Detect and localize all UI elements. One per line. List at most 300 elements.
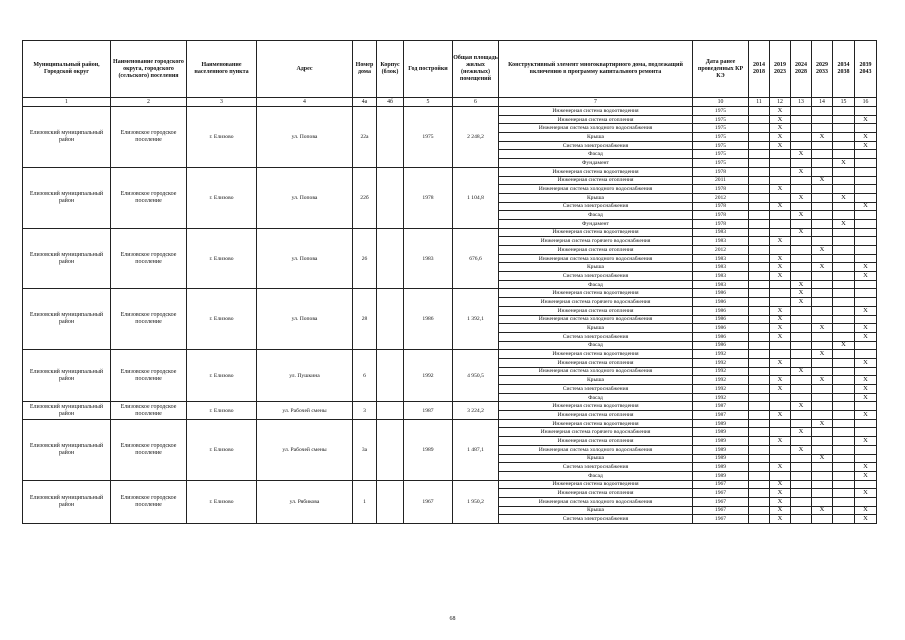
block-cell [377, 107, 404, 168]
settlement-cell: Елизовское городское поселение [111, 167, 187, 228]
period-2019-2023-cell [770, 402, 791, 411]
element-cell: Система электроснабжения [499, 515, 693, 524]
area-cell: 676,6 [453, 228, 499, 289]
period-2014-2018-cell [749, 437, 770, 446]
element-cell: Инженерная система горячего водоснабжения [499, 298, 693, 307]
period-2024-2028-cell [791, 497, 812, 506]
period-2024-2028-cell [791, 237, 812, 246]
period-2034-2038-cell: X [833, 219, 855, 228]
period-2029-2033-cell [812, 393, 833, 402]
house-number-cell: 22а [353, 107, 377, 168]
period-2039-2043-cell: X [855, 324, 877, 333]
period-2024-2028-cell [791, 115, 812, 124]
column-number: 16 [855, 98, 877, 107]
last-repair-date-cell: 1989 [693, 454, 749, 463]
period-2019-2023-cell [770, 159, 791, 168]
column-header: Год постройки [404, 41, 453, 98]
locality-cell: г. Елизово [187, 289, 257, 350]
period-2039-2043-cell: X [855, 385, 877, 394]
period-2019-2023-cell: X [770, 263, 791, 272]
district-cell: Елизовский муниципальный район [23, 228, 111, 289]
period-2014-2018-cell [749, 324, 770, 333]
period-2034-2038-cell [833, 107, 855, 116]
settlement-cell: Елизовское городское поселение [111, 350, 187, 402]
period-2034-2038-cell [833, 506, 855, 515]
house-number-cell: 28 [353, 289, 377, 350]
period-2014-2018-cell [749, 167, 770, 176]
period-2014-2018-cell [749, 506, 770, 515]
period-2039-2043-cell: X [855, 306, 877, 315]
element-cell: Система электроснабжения [499, 272, 693, 281]
column-header: Дата ранее проведенных КР КЭ [693, 41, 749, 98]
period-2014-2018-cell [749, 385, 770, 394]
period-2019-2023-cell [770, 454, 791, 463]
build-year-cell: 1983 [404, 228, 453, 289]
element-cell: Инженерная система холодного водоснабжения [499, 315, 693, 324]
table-row [23, 107, 877, 116]
element-cell: Крыша [499, 263, 693, 272]
column-number: 4б [377, 98, 404, 107]
period-2039-2043-cell: X [855, 515, 877, 524]
period-2029-2033-cell [812, 219, 833, 228]
period-2034-2038-cell [833, 306, 855, 315]
period-2034-2038-cell [833, 324, 855, 333]
area-cell: 2 248,2 [453, 107, 499, 168]
period-2034-2038-cell [833, 454, 855, 463]
period-2034-2038-cell [833, 167, 855, 176]
period-2019-2023-cell [770, 428, 791, 437]
capital-repair-table [22, 40, 877, 524]
period-2024-2028-cell [791, 463, 812, 472]
period-2024-2028-cell [791, 376, 812, 385]
period-2024-2028-cell [791, 324, 812, 333]
last-repair-date-cell: 1983 [693, 263, 749, 272]
period-2039-2043-cell [855, 315, 877, 324]
period-2019-2023-cell: X [770, 497, 791, 506]
period-2014-2018-cell [749, 211, 770, 220]
period-2039-2043-cell: X [855, 376, 877, 385]
last-repair-date-cell: 1992 [693, 367, 749, 376]
block-cell [377, 350, 404, 402]
period-2034-2038-cell [833, 202, 855, 211]
period-2034-2038-cell [833, 263, 855, 272]
period-2034-2038-cell [833, 315, 855, 324]
period-2014-2018-cell [749, 402, 770, 411]
last-repair-date-cell: 1967 [693, 506, 749, 515]
column-header: Общая площадь жилых (нежилых) помещений [453, 41, 499, 98]
period-2029-2033-cell [812, 489, 833, 498]
last-repair-date-cell: 1992 [693, 376, 749, 385]
period-2039-2043-cell [855, 454, 877, 463]
table-row [23, 419, 877, 428]
period-2019-2023-cell [770, 445, 791, 454]
element-cell: Инженерная система водоотведения [499, 107, 693, 116]
period-2029-2033-cell [812, 141, 833, 150]
period-2029-2033-cell: X [812, 506, 833, 515]
last-repair-date-cell: 1986 [693, 306, 749, 315]
period-2019-2023-cell: X [770, 115, 791, 124]
period-2014-2018-cell [749, 150, 770, 159]
period-2014-2018-cell [749, 489, 770, 498]
period-2019-2023-cell: X [770, 324, 791, 333]
period-2039-2043-cell [855, 176, 877, 185]
district-cell: Елизовский муниципальный район [23, 107, 111, 168]
last-repair-date-cell: 1978 [693, 219, 749, 228]
period-2029-2033-cell [812, 402, 833, 411]
period-2039-2043-cell [855, 289, 877, 298]
period-2029-2033-cell [812, 289, 833, 298]
column-number: 7 [499, 98, 693, 107]
column-number: 5 [404, 98, 453, 107]
period-2039-2043-cell: X [855, 463, 877, 472]
period-2034-2038-cell [833, 237, 855, 246]
period-2014-2018-cell [749, 454, 770, 463]
period-2019-2023-cell: X [770, 480, 791, 489]
column-number: 15 [833, 98, 855, 107]
period-2034-2038-cell: X [833, 193, 855, 202]
period-2014-2018-cell [749, 219, 770, 228]
period-2024-2028-cell [791, 506, 812, 515]
period-2024-2028-cell [791, 437, 812, 446]
build-year-cell: 1967 [404, 480, 453, 523]
period-2024-2028-cell: X [791, 445, 812, 454]
element-cell: Крыша [499, 324, 693, 333]
period-2024-2028-cell [791, 263, 812, 272]
element-cell: Крыша [499, 454, 693, 463]
period-2024-2028-cell [791, 515, 812, 524]
period-2024-2028-cell: X [791, 298, 812, 307]
period-2039-2043-cell [855, 298, 877, 307]
table-row [23, 228, 877, 237]
period-2014-2018-cell [749, 393, 770, 402]
period-2034-2038-cell [833, 385, 855, 394]
element-cell: Инженерная система холодного водоснабжения [499, 445, 693, 454]
element-cell: Крыша [499, 506, 693, 515]
period-2039-2043-cell: X [855, 141, 877, 150]
period-2034-2038-cell [833, 437, 855, 446]
period-2034-2038-cell [833, 254, 855, 263]
period-2034-2038-cell [833, 445, 855, 454]
block-cell [377, 419, 404, 480]
period-2019-2023-cell: X [770, 506, 791, 515]
period-2019-2023-cell: X [770, 315, 791, 324]
period-2029-2033-cell [812, 411, 833, 420]
period-2039-2043-cell [855, 185, 877, 194]
period-2014-2018-cell [749, 306, 770, 315]
last-repair-date-cell: 1983 [693, 237, 749, 246]
element-cell: Инженерная система горячего водоснабжения [499, 428, 693, 437]
last-repair-date-cell: 1992 [693, 385, 749, 394]
element-cell: Инженерная система водоотведения [499, 402, 693, 411]
period-2024-2028-cell: X [791, 193, 812, 202]
period-2029-2033-cell [812, 107, 833, 116]
period-2014-2018-cell [749, 497, 770, 506]
address-cell: ул. Пушкина [257, 350, 353, 402]
last-repair-date-cell: 1983 [693, 228, 749, 237]
locality-cell: г. Елизово [187, 402, 257, 419]
last-repair-date-cell: 1989 [693, 471, 749, 480]
period-2014-2018-cell [749, 237, 770, 246]
period-2019-2023-cell [770, 167, 791, 176]
period-2014-2018-cell [749, 445, 770, 454]
period-2019-2023-cell: X [770, 185, 791, 194]
last-repair-date-cell: 1986 [693, 341, 749, 350]
period-2024-2028-cell: X [791, 402, 812, 411]
element-cell: Система электроснабжения [499, 332, 693, 341]
period-2029-2033-cell [812, 185, 833, 194]
period-2019-2023-cell: X [770, 376, 791, 385]
settlement-cell: Елизовское городское поселение [111, 289, 187, 350]
column-number: 13 [791, 98, 812, 107]
block-cell [377, 167, 404, 228]
period-2024-2028-cell [791, 454, 812, 463]
period-2034-2038-cell [833, 133, 855, 142]
period-2014-2018-cell [749, 193, 770, 202]
house-number-cell: 3 [353, 402, 377, 419]
element-cell: Инженерная система холодного водоснабжения [499, 185, 693, 194]
column-number: 3 [187, 98, 257, 107]
element-cell: Инженерная система водоотведения [499, 228, 693, 237]
period-2024-2028-cell [791, 385, 812, 394]
period-2024-2028-cell [791, 489, 812, 498]
last-repair-date-cell: 1989 [693, 445, 749, 454]
period-2034-2038-cell [833, 332, 855, 341]
period-2024-2028-cell: X [791, 228, 812, 237]
last-repair-date-cell: 1975 [693, 124, 749, 133]
period-2029-2033-cell: X [812, 324, 833, 333]
period-2029-2033-cell [812, 315, 833, 324]
period-2029-2033-cell [812, 298, 833, 307]
period-2029-2033-cell [812, 332, 833, 341]
column-header: Наименование населенного пункта [187, 41, 257, 98]
period-2029-2033-cell [812, 358, 833, 367]
period-2014-2018-cell [749, 315, 770, 324]
period-2029-2033-cell [812, 115, 833, 124]
element-cell: Фасад [499, 280, 693, 289]
column-header: Номер дома [353, 41, 377, 98]
period-2039-2043-cell [855, 159, 877, 168]
column-number: 11 [749, 98, 770, 107]
column-number: 4 [257, 98, 353, 107]
element-cell: Фасад [499, 341, 693, 350]
column-number: 12 [770, 98, 791, 107]
element-cell: Инженерная система водоотведения [499, 350, 693, 359]
period-2034-2038-cell [833, 358, 855, 367]
header-row [23, 41, 877, 98]
period-2029-2033-cell: X [812, 176, 833, 185]
period-2029-2033-cell: X [812, 246, 833, 255]
last-repair-date-cell: 1987 [693, 411, 749, 420]
house-number-cell: 26 [353, 228, 377, 289]
period-2039-2043-cell [855, 219, 877, 228]
period-2029-2033-cell [812, 341, 833, 350]
last-repair-date-cell: 1975 [693, 115, 749, 124]
build-year-cell: 1989 [404, 419, 453, 480]
period-2029-2033-cell [812, 480, 833, 489]
district-cell: Елизовский муниципальный район [23, 402, 111, 419]
period-2019-2023-cell: X [770, 272, 791, 281]
period-2024-2028-cell [791, 315, 812, 324]
last-repair-date-cell: 1978 [693, 202, 749, 211]
period-2029-2033-cell [812, 367, 833, 376]
column-header: Конструктивный элемент многоквартирного дома, подлежащий включению в программу капитального ремонта [499, 41, 693, 98]
period-2029-2033-cell [812, 280, 833, 289]
period-2024-2028-cell [791, 272, 812, 281]
element-cell: Фасад [499, 211, 693, 220]
element-cell: Инженерная система горячего водоснабжения [499, 237, 693, 246]
period-2034-2038-cell [833, 272, 855, 281]
last-repair-date-cell: 1967 [693, 497, 749, 506]
period-2019-2023-cell: X [770, 411, 791, 420]
period-2014-2018-cell [749, 133, 770, 142]
period-2039-2043-cell: X [855, 202, 877, 211]
locality-cell: г. Елизово [187, 419, 257, 480]
period-2019-2023-cell [770, 176, 791, 185]
last-repair-date-cell: 1983 [693, 280, 749, 289]
address-cell: ул. Рябикова [257, 480, 353, 523]
last-repair-date-cell: 1992 [693, 350, 749, 359]
period-2019-2023-cell [770, 471, 791, 480]
period-2034-2038-cell [833, 246, 855, 255]
period-2034-2038-cell [833, 211, 855, 220]
element-cell: Инженерная система водоотведения [499, 419, 693, 428]
period-2024-2028-cell [791, 411, 812, 420]
period-2029-2033-cell [812, 202, 833, 211]
period-2024-2028-cell [791, 254, 812, 263]
column-header: 2039 2043 [855, 41, 877, 98]
period-2024-2028-cell [791, 419, 812, 428]
period-2029-2033-cell [812, 306, 833, 315]
table-row [23, 402, 877, 411]
period-2019-2023-cell [770, 341, 791, 350]
area-cell: 1 487,1 [453, 419, 499, 480]
period-2034-2038-cell [833, 298, 855, 307]
last-repair-date-cell: 1983 [693, 254, 749, 263]
period-2014-2018-cell [749, 480, 770, 489]
build-year-cell: 1992 [404, 350, 453, 402]
element-cell: Инженерная система отопления [499, 411, 693, 420]
element-cell: Инженерная система холодного водоснабжения [499, 254, 693, 263]
locality-cell: г. Елизово [187, 167, 257, 228]
period-2019-2023-cell: X [770, 437, 791, 446]
area-cell: 3 224,2 [453, 402, 499, 419]
period-2039-2043-cell: X [855, 133, 877, 142]
element-cell: Фасад [499, 150, 693, 159]
last-repair-date-cell: 1967 [693, 480, 749, 489]
page-number: 68 [449, 616, 456, 622]
period-2039-2043-cell [855, 107, 877, 116]
last-repair-date-cell: 1987 [693, 402, 749, 411]
period-2019-2023-cell [770, 298, 791, 307]
period-2034-2038-cell [833, 411, 855, 420]
period-2014-2018-cell [749, 280, 770, 289]
element-cell: Инженерная система отопления [499, 115, 693, 124]
last-repair-date-cell: 1986 [693, 289, 749, 298]
last-repair-date-cell: 1975 [693, 133, 749, 142]
period-2039-2043-cell: X [855, 272, 877, 281]
period-2029-2033-cell [812, 159, 833, 168]
period-2019-2023-cell: X [770, 385, 791, 394]
period-2029-2033-cell: X [812, 419, 833, 428]
period-2019-2023-cell: X [770, 202, 791, 211]
address-cell: ул. Рабочей смены [257, 419, 353, 480]
period-2034-2038-cell: X [833, 341, 855, 350]
period-2039-2043-cell [855, 350, 877, 359]
last-repair-date-cell: 1975 [693, 141, 749, 150]
address-cell: ул. Попова [257, 289, 353, 350]
period-2039-2043-cell [855, 211, 877, 220]
column-number: 1 [23, 98, 111, 107]
period-2039-2043-cell [855, 124, 877, 133]
element-cell: Система электроснабжения [499, 141, 693, 150]
element-cell: Инженерная система холодного водоснабжения [499, 124, 693, 133]
last-repair-date-cell: 2012 [693, 193, 749, 202]
last-repair-date-cell: 1989 [693, 428, 749, 437]
period-2039-2043-cell: X [855, 358, 877, 367]
period-2019-2023-cell [770, 211, 791, 220]
last-repair-date-cell: 1986 [693, 332, 749, 341]
period-2019-2023-cell [770, 280, 791, 289]
last-repair-date-cell: 1986 [693, 324, 749, 333]
block-cell [377, 228, 404, 289]
period-2019-2023-cell: X [770, 124, 791, 133]
period-2024-2028-cell: X [791, 167, 812, 176]
period-2019-2023-cell: X [770, 237, 791, 246]
element-cell: Инженерная система водоотведения [499, 480, 693, 489]
period-2024-2028-cell [791, 350, 812, 359]
period-2034-2038-cell [833, 489, 855, 498]
element-cell: Инженерная система водоотведения [499, 289, 693, 298]
last-repair-date-cell: 1986 [693, 315, 749, 324]
period-2014-2018-cell [749, 185, 770, 194]
period-2014-2018-cell [749, 124, 770, 133]
period-2019-2023-cell [770, 246, 791, 255]
period-2024-2028-cell [791, 358, 812, 367]
period-2029-2033-cell: X [812, 133, 833, 142]
block-cell [377, 289, 404, 350]
period-2014-2018-cell [749, 115, 770, 124]
period-2029-2033-cell: X [812, 376, 833, 385]
period-2029-2033-cell [812, 428, 833, 437]
last-repair-date-cell: 2012 [693, 246, 749, 255]
period-2039-2043-cell: X [855, 332, 877, 341]
last-repair-date-cell: 1989 [693, 419, 749, 428]
last-repair-date-cell: 1986 [693, 298, 749, 307]
period-2034-2038-cell [833, 463, 855, 472]
locality-cell: г. Елизово [187, 228, 257, 289]
period-2019-2023-cell: X [770, 254, 791, 263]
area-cell: 1 950,2 [453, 480, 499, 523]
element-cell: Инженерная система отопления [499, 489, 693, 498]
table-body [23, 107, 877, 524]
last-repair-date-cell: 1978 [693, 167, 749, 176]
period-2034-2038-cell [833, 280, 855, 289]
period-2039-2043-cell [855, 445, 877, 454]
period-2029-2033-cell: X [812, 454, 833, 463]
period-2034-2038-cell [833, 428, 855, 437]
period-2029-2033-cell [812, 445, 833, 454]
period-2039-2043-cell [855, 419, 877, 428]
period-2034-2038-cell [833, 515, 855, 524]
period-2029-2033-cell [812, 254, 833, 263]
period-2019-2023-cell: X [770, 133, 791, 142]
column-header: 2019 2023 [770, 41, 791, 98]
period-2024-2028-cell [791, 246, 812, 255]
last-repair-date-cell: 1989 [693, 463, 749, 472]
period-2029-2033-cell [812, 237, 833, 246]
period-2034-2038-cell [833, 115, 855, 124]
period-2034-2038-cell [833, 376, 855, 385]
